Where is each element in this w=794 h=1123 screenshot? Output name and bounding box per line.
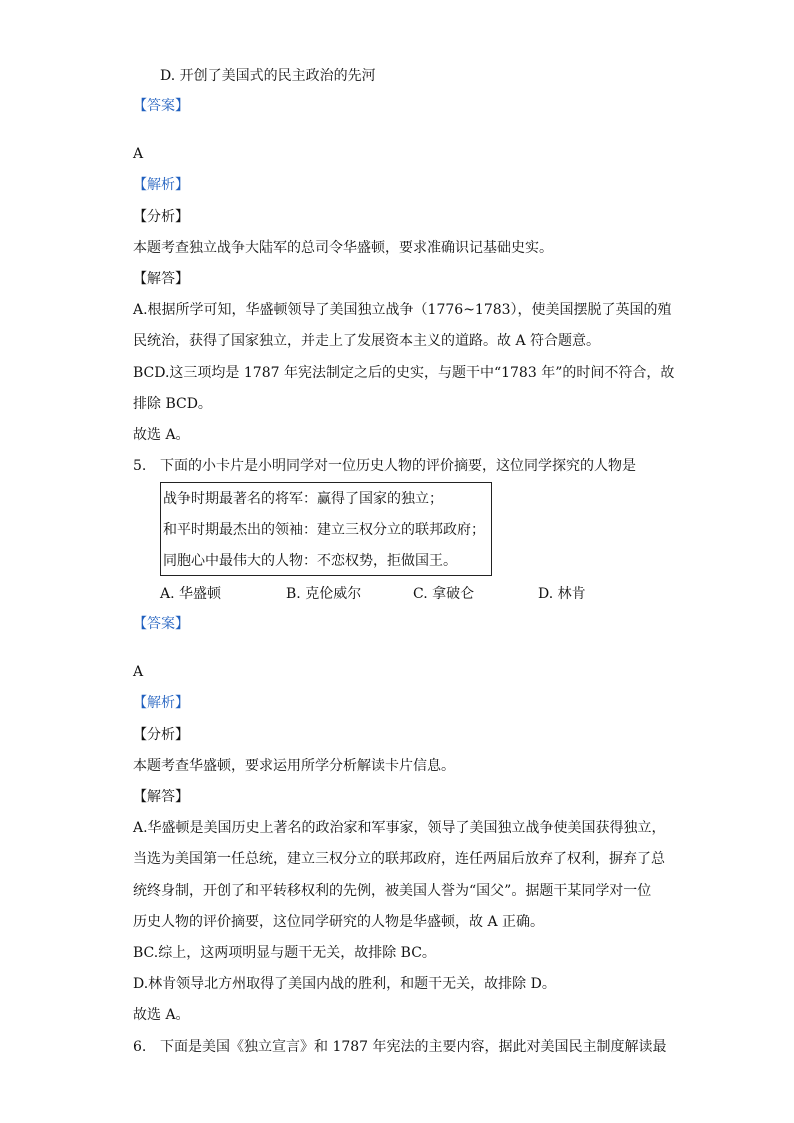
q5-option-d: D. 林肯 [538, 586, 586, 602]
q5-option-b: B. 克伦威尔 [286, 586, 362, 602]
q5-answer-tag: 【答案】 [133, 616, 189, 632]
q5-fenxi-tag: 【分析】 [133, 727, 189, 743]
q4-jieda-line-4: 排除 BCD。 [133, 396, 212, 412]
q5-conclusion: 故选 A。 [133, 1007, 190, 1023]
q6-number: 6. [133, 1039, 147, 1055]
q5-analysis-tag: 【解析】 [133, 695, 189, 711]
q4-jieda-line-1: A.根据所学可知，华盛顿领导了美国独立战争（1776~1783），使美国摆脱了英国的殖 [133, 302, 672, 318]
q5-card-line-1: 战争时期最著名的将军：赢得了国家的独立； [163, 491, 443, 507]
q5-option-a: A. 华盛顿 [160, 586, 222, 602]
q4-jieda-tag: 【解答】 [133, 271, 189, 287]
q5-fenxi: 本题考查华盛顿，要求运用所学分析解读卡片信息。 [133, 758, 455, 774]
q4-option-d: D. 开创了美国式的民主政治的先河 [160, 68, 376, 84]
q5-jieda-line-2: 当选为美国第一任总统，建立三权分立的联邦政府，连任两届后放弃了权利，摒弃了总 [133, 851, 665, 867]
q4-answer-tag: 【答案】 [133, 98, 189, 114]
q5-number: 5. [133, 458, 147, 474]
q5-stem: 下面的小卡片是小明同学对一位历史人物的评价摘要，这位同学探究的人物是 [160, 458, 636, 474]
q4-jieda-line-3: BCD.这三项均是 1787 年宪法制定之后的史实，与题干中“1783 年”的时间不符合，故 [133, 365, 675, 381]
q5-info-card [160, 482, 492, 576]
q4-fenxi: 本题考查独立战争大陆军的总司令华盛顿，要求准确识记基础史实。 [133, 240, 553, 256]
q5-jieda-line-3: 统终身制，开创了和平转移权利的先例，被美国人誉为“国父”。据题干某同学对一位 [133, 883, 652, 899]
q5-jieda-line-1: A.华盛顿是美国历史上著名的政治家和军事家，领导了美国独立战争使美国获得独立， [133, 820, 666, 836]
q4-conclusion: 故选 A。 [133, 427, 190, 443]
q4-answer: A [133, 146, 144, 162]
q4-jieda-line-2: 民统治，获得了国家独立，并走上了发展资本主义的道路。故 A 符合题意。 [133, 333, 601, 349]
q5-jieda-line-6: D.林肯领导北方州取得了美国内战的胜利，和题干无关，故排除 D。 [133, 976, 556, 992]
q5-card-line-3: 同胞心中最伟大的人物：不恋权势，拒做国王。 [163, 553, 457, 569]
q5-answer: A [133, 664, 144, 680]
q5-jieda-line-4: 历史人物的评价摘要，这位同学研究的人物是华盛顿，故 A 正确。 [133, 914, 545, 930]
q4-analysis-tag: 【解析】 [133, 177, 189, 193]
q6-stem: 下面是美国《独立宣言》和 1787 年宪法的主要内容，据此对美国民主制度解读最 [160, 1039, 667, 1055]
q5-jieda-line-5: BC.综上，这两项明显与题干无关，故排除 BC。 [133, 945, 436, 961]
q5-card-line-2: 和平时期最杰出的领袖：建立三权分立的联邦政府； [163, 522, 485, 538]
q5-option-c: C. 拿破仑 [413, 586, 475, 602]
q4-fenxi-tag: 【分析】 [133, 209, 189, 225]
q5-jieda-tag: 【解答】 [133, 789, 189, 805]
